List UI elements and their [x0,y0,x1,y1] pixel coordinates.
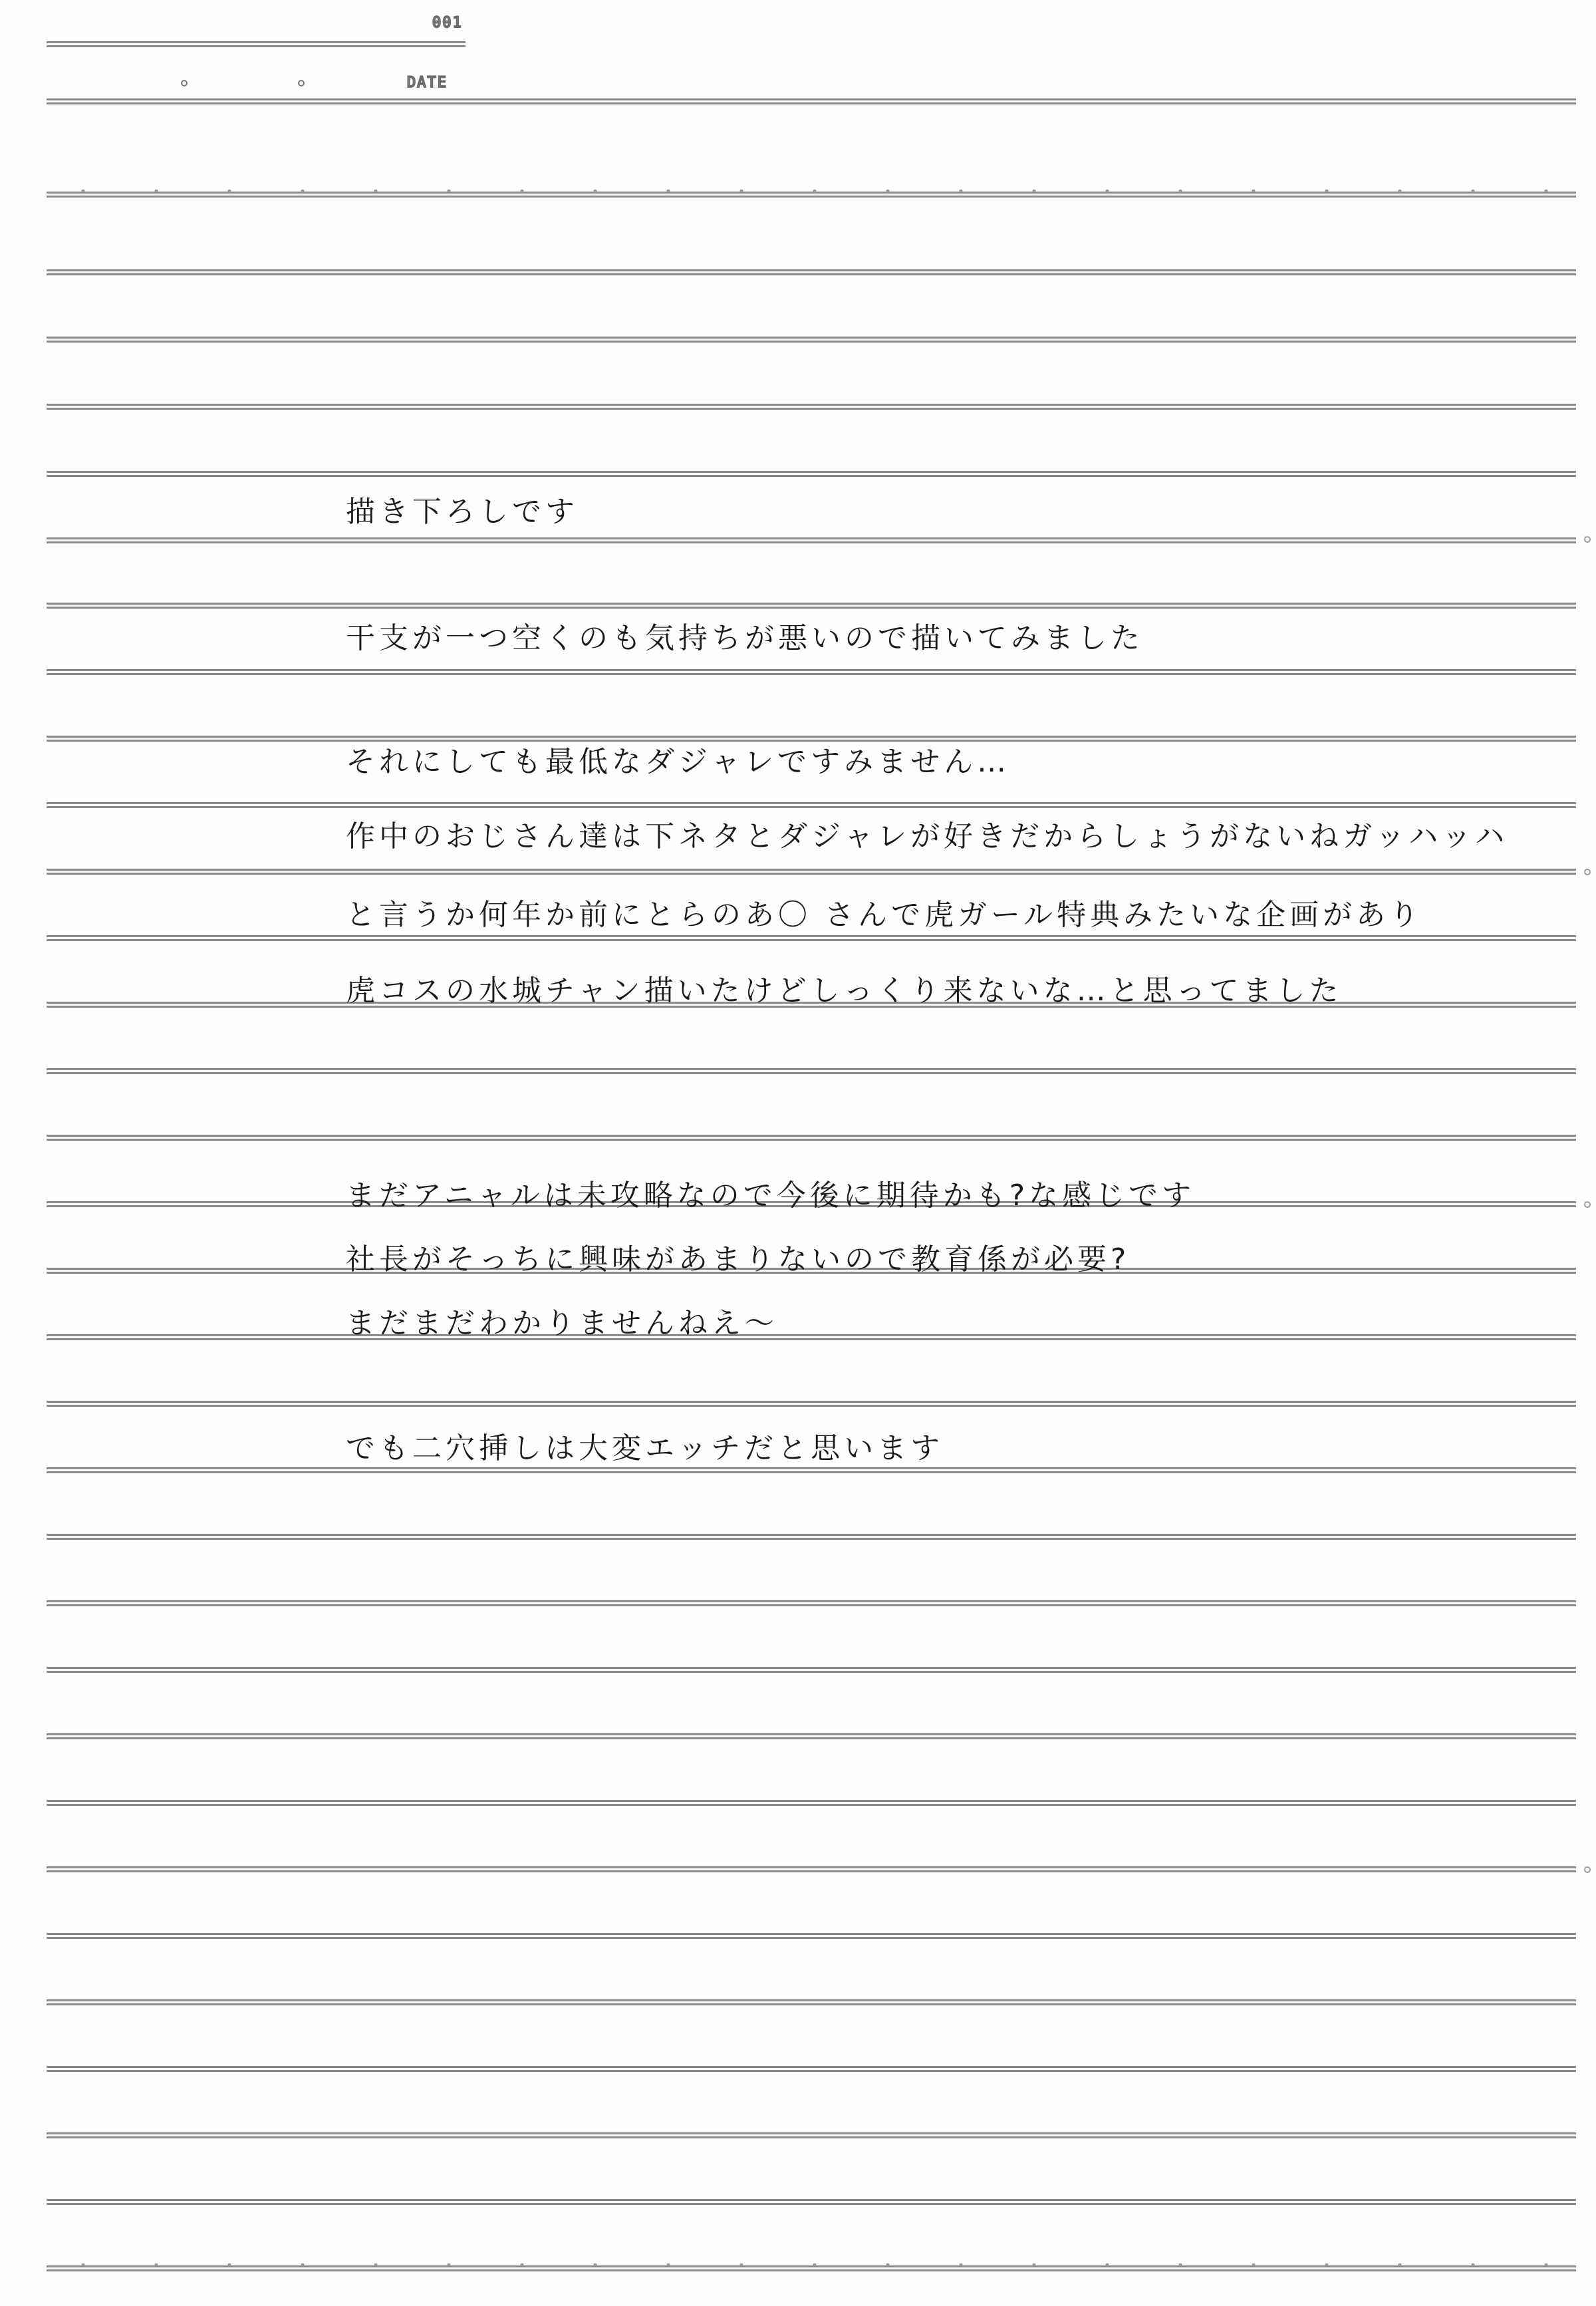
rule-line [47,1733,1576,1739]
note-line-9: まだまだわかりませんねえ〜 [346,1306,778,1340]
rule-line [47,269,1576,275]
rule-line [47,1334,1576,1340]
rule-line [47,537,1576,543]
note-line-4: 作中のおじさん達は下ネタとダジャレが好きだからしょうがないねガッハッハ [346,819,1509,853]
edge-mark [1584,1866,1591,1873]
edge-mark [1584,1201,1591,1208]
rule-line [47,2199,1576,2205]
rule-line [47,1600,1576,1606]
note-line-5: と言うか何年か前にとらのあ〇 さんで虎ガール特典みたいな企画があり [346,898,1423,932]
rule-line [47,603,1576,609]
rule-line [47,98,1576,104]
rule-line [47,1933,1576,1939]
rule-line [47,669,1576,675]
rule-line [47,1135,1576,1141]
rule-line [47,1667,1576,1673]
rule-line [47,869,1576,875]
header-rule-number [47,41,466,47]
note-line-3: それにしても最低なダジャレですみません… [346,745,1011,779]
rule-line [47,2066,1576,2072]
note-line-10: でも二穴挿しは大変エッチだと思います [346,1431,944,1465]
number-label: 001 [432,15,463,31]
rule-line [47,471,1576,477]
rule-line [47,2265,1576,2271]
rule-line [47,1800,1576,1806]
rule-line [47,1534,1576,1540]
rule-line [47,736,1576,742]
note-line-8: 社長がそっちに興味があまりないので教育係が必要? [346,1242,1130,1276]
rule-line [47,2132,1576,2138]
rule-line [47,935,1576,941]
note-line-7: まだアニャルは未攻略なので今後に期待かも?な感じです [346,1179,1196,1213]
note-line-2: 干支が一つ空くのも気持ちが悪いので描いてみました [346,621,1144,655]
date-label: DATE [407,74,448,91]
header-dot-right [298,80,305,86]
edge-mark [1584,869,1591,875]
rule-line [47,1401,1576,1407]
header-dot-left [181,80,188,86]
rule-line [47,1866,1576,1872]
note-line-1: 描き下ろしです [346,495,579,529]
rule-line [47,337,1576,343]
rule-line [47,802,1576,808]
rule-line [47,404,1576,410]
rule-line [47,1467,1576,1473]
rule-line [47,192,1576,198]
note-line-6: 虎コスの水城チャン描いたけどしっくり来ないな…と思ってました [346,974,1343,1008]
rule-line [47,1999,1576,2005]
rule-line [47,1068,1576,1074]
edge-mark [1584,536,1591,543]
